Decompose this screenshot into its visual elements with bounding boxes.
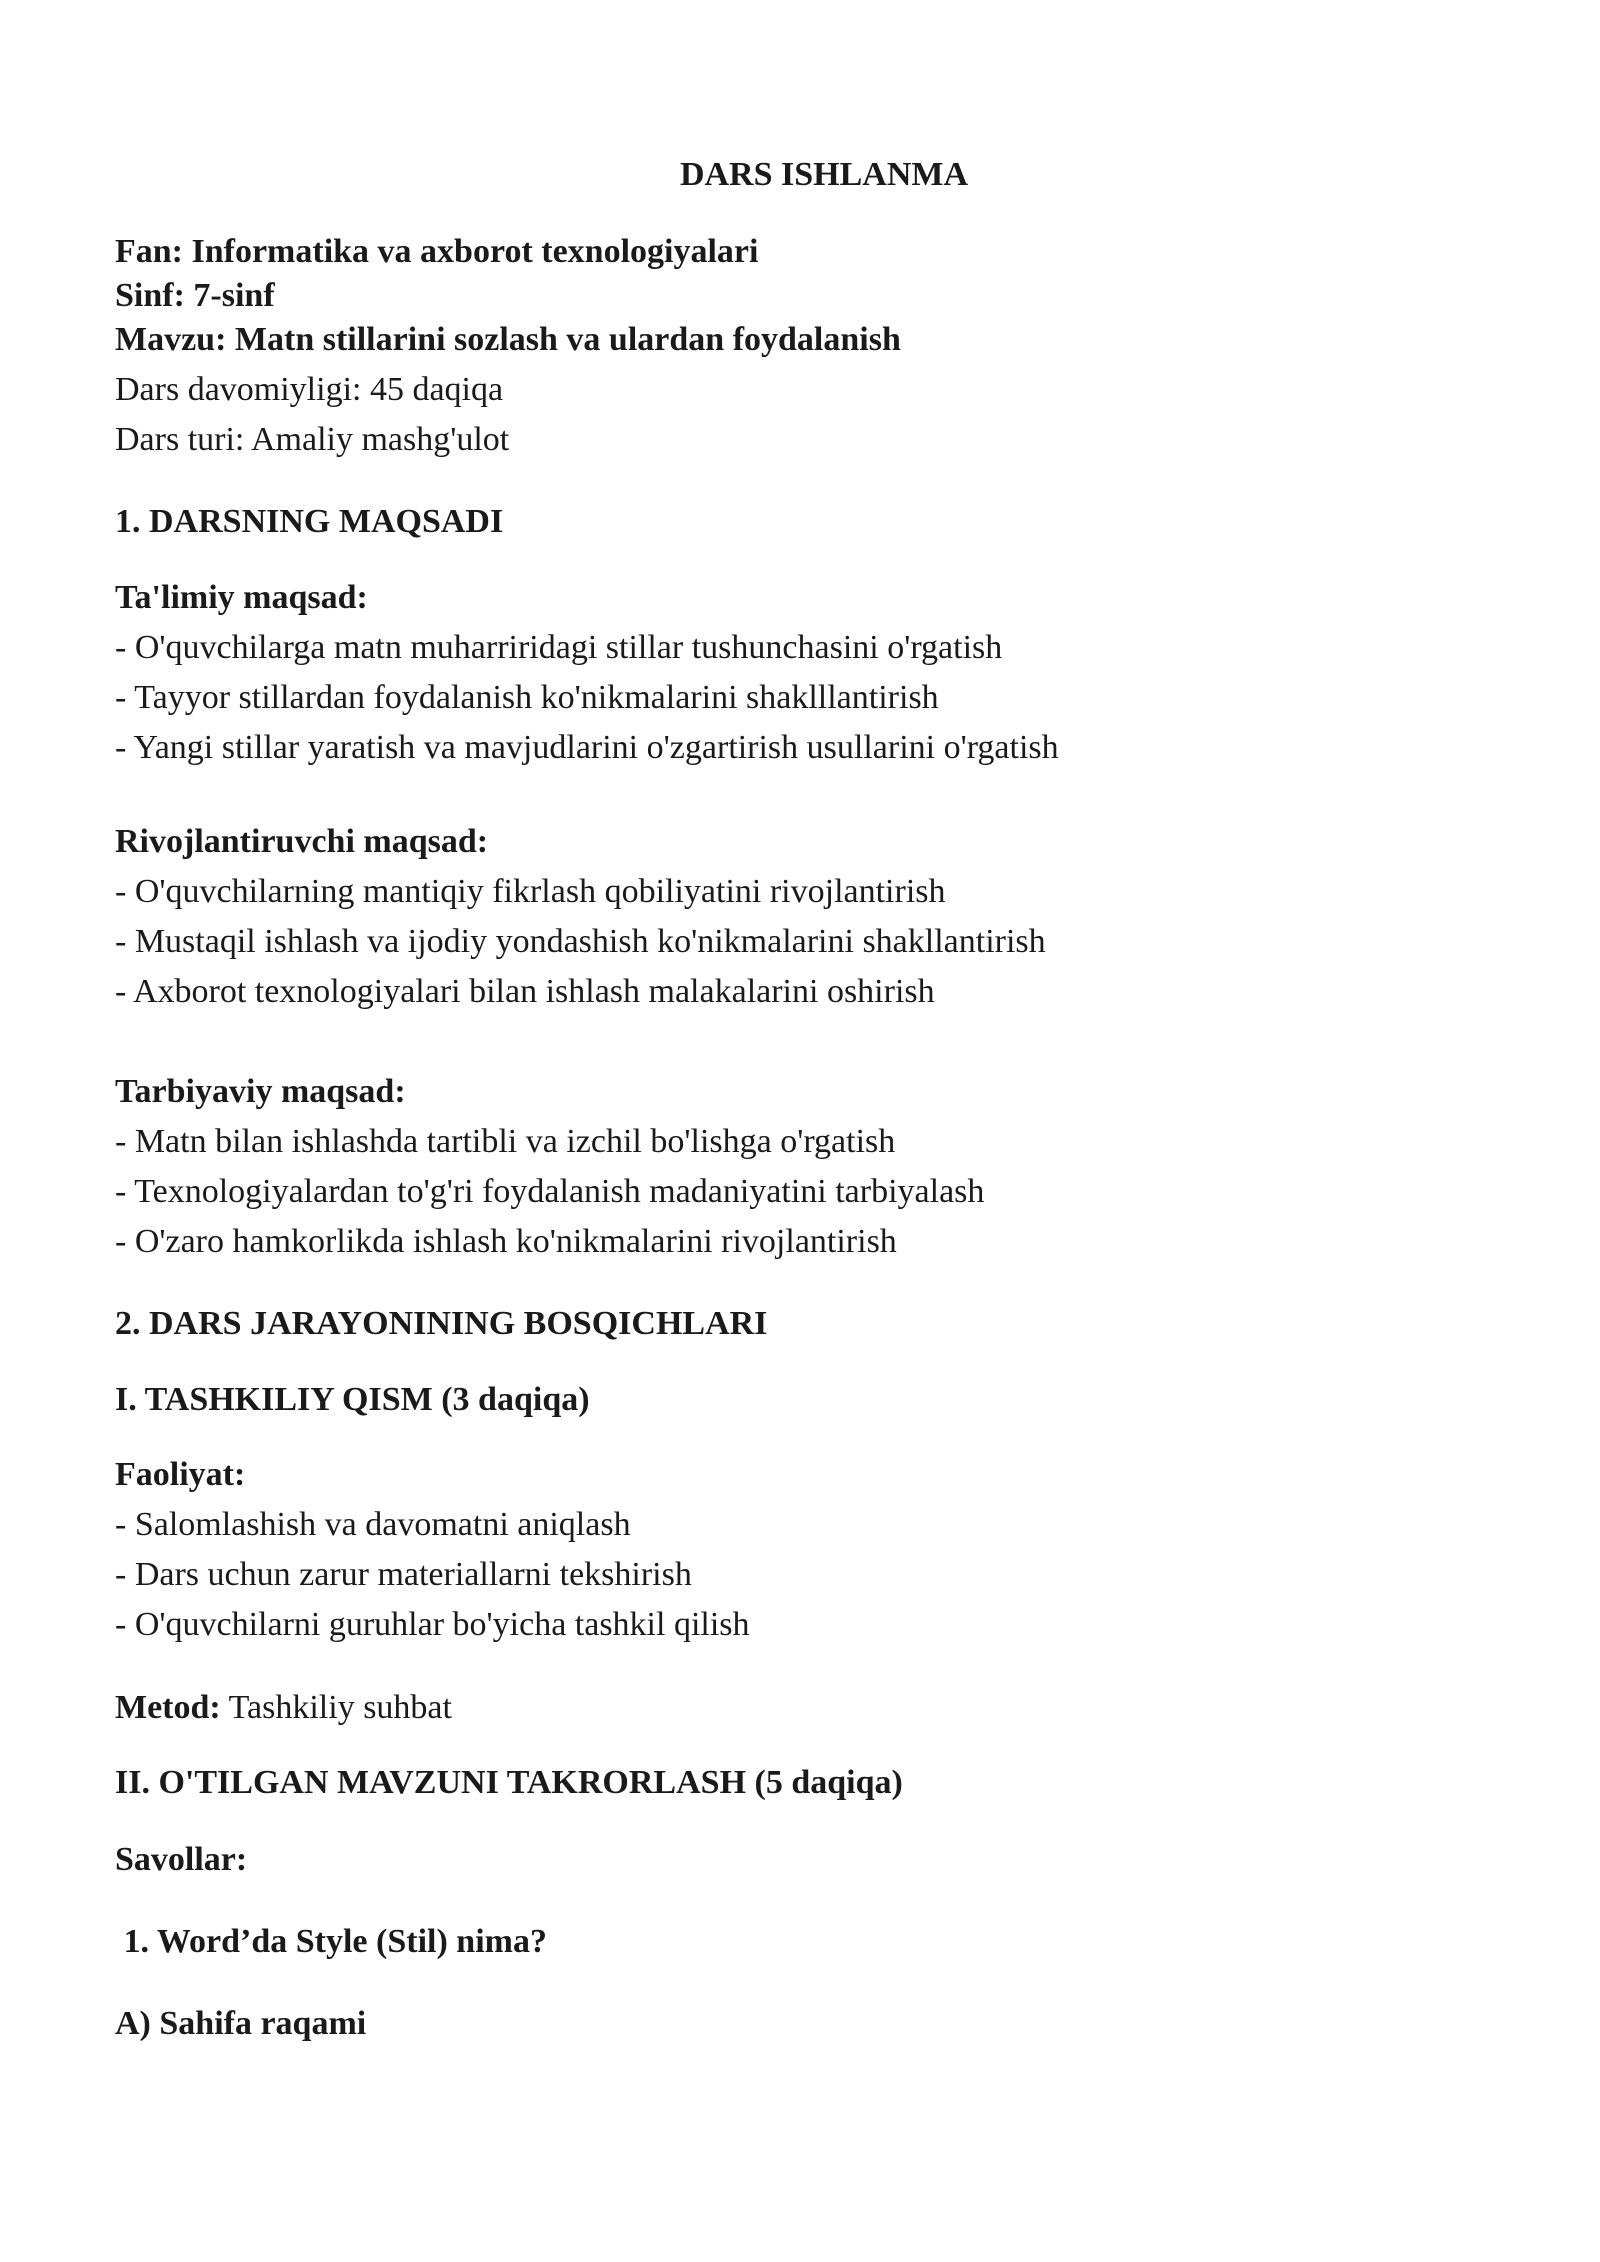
grade-line: Sinf: 7-sinf xyxy=(115,277,275,314)
subject-line: Fan: Informatika va axborot texnologiyalari xyxy=(115,233,759,270)
list-item: - Yangi stillar yaratish va mavjudlarini o'zgartirish usullarini o'rgatish xyxy=(115,729,1059,766)
document-title: DARS ISHLANMA xyxy=(679,156,969,193)
list-item: - Salomlashish va davomatni aniqlash xyxy=(115,1506,631,1543)
list-item: - Tayyor stillardan foydalanish ko'nikmalarini shaklllantirish xyxy=(115,679,939,716)
section-heading-stages: 2. DARS JARAYONINING BOSQICHLARI xyxy=(115,1305,768,1342)
activity-label: Faoliyat: xyxy=(115,1456,246,1493)
list-item: - Matn bilan ishlashda tartibli va izchil bo'lishga o'rgatish xyxy=(115,1123,896,1160)
list-item: - Mustaqil ishlash va ijodiy yondashish ko'nikmalarini shakllantirish xyxy=(115,923,1046,960)
question-1: 1. Word’da Style (Stil) nima? xyxy=(115,1923,547,1960)
list-item: - O'quvchilarni guruhlar bo'yicha tashkil qilish xyxy=(115,1606,750,1643)
list-item: - O'quvchilarga matn muharriridagi stillar tushunchasini o'rgatish xyxy=(115,629,1003,666)
educational-goal-label: Ta'limiy maqsad: xyxy=(115,579,368,616)
method-value: Tashkiliy suhbat xyxy=(220,1689,452,1726)
stage-heading-organizational: I. TASHKILIY QISM (3 daqiqa) xyxy=(115,1381,590,1418)
list-item: - Axborot texnologiyalari bilan ishlash malakalarini oshirish xyxy=(115,973,935,1010)
questions-label: Savollar: xyxy=(115,1841,248,1878)
topic-line: Mavzu: Matn stillarini sozlash va ulardan foydalanish xyxy=(115,321,901,358)
upbringing-goal-label: Tarbiyaviy maqsad: xyxy=(115,1073,406,1110)
lesson-type-line: Dars turi: Amaliy mashg'ulot xyxy=(115,421,510,458)
duration-line: Dars davomiyligi: 45 daqiqa xyxy=(115,371,504,408)
stage-heading-review: II. O'TILGAN MAVZUNI TAKRORLASH (5 daqiqa) xyxy=(115,1764,903,1801)
list-item: - Dars uchun zarur materiallarni tekshirish xyxy=(115,1556,692,1593)
answer-option-a: A) Sahifa raqami xyxy=(115,2005,367,2042)
developmental-goal-label: Rivojlantiruvchi maqsad: xyxy=(115,823,489,860)
list-item: - Texnologiyalardan to'g'ri foydalanish madaniyatini tarbiyalash xyxy=(115,1173,985,1210)
list-item: - O'zaro hamkorlikda ishlash ko'nikmalarini rivojlantirish xyxy=(115,1223,897,1260)
section-heading-goals: 1. DARSNING MAQSADI xyxy=(115,503,504,540)
method-label: Metod: xyxy=(115,1689,221,1726)
method-line xyxy=(115,1688,452,1728)
list-item: - O'quvchilarning mantiqiy fikrlash qobiliyatini rivojlantirish xyxy=(115,873,946,910)
